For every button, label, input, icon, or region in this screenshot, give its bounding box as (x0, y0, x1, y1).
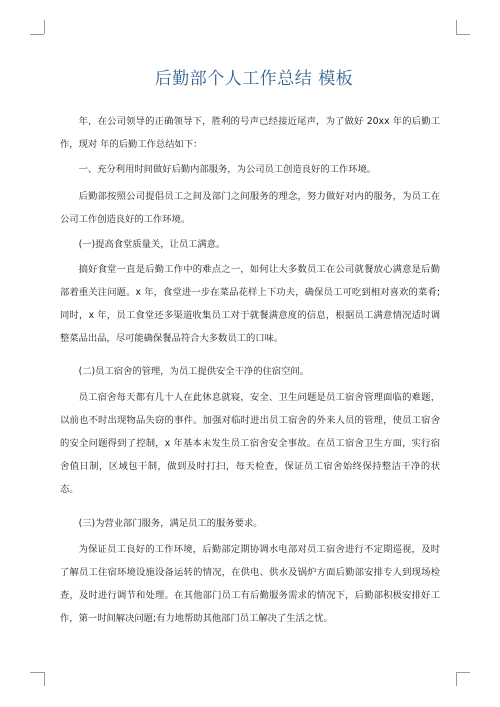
crop-mark-top-left-h (30, 34, 44, 35)
paragraph-intro: 年，在公司领导的正确领导下，胜利的号声已经接近尾声，为了做好 20xx 年的后勤工作，现对 年的后勤工作总结如下： (60, 116, 440, 150)
paragraph-service: 为保证员工良好的工作环境，后勤部定期协调水电部对员工宿舍进行不定期巡视，及时了解员工住宿环境设施设备运转的情况，在供电、供水及锅炉方面后勤部安排专人到现场检查，及时进行调节和处理。在其他部门员工有后勤服务需求的情况下，后勤部积极安排好工作，第一时间解决问题;有力地帮助其他部门员工解决了生活之忧。 (60, 544, 440, 624)
subheading-3: (三)为营业部门服务，满足员工的服务要求。 (78, 518, 263, 529)
subheading-2: (二)员工宿舍的管理，为员工提供安全干净的住宿空间。 (78, 366, 309, 377)
crop-mark-top-left-v (44, 20, 45, 34)
paragraph-dormitory: 员工宿舍每天都有几十人在此休息就寝，安全、卫生问题是员工宿舍管理面临的难题，以前也不时出现物品失窃的事件。加强对临时进出员工宿舍的外来人员的管理，使员工宿舍的安全问题得到了控制，x 年基本未发生员工宿舍安全事故。在员工宿舍卫生方面，实行宿舍值日制，区域包干制，做到及时打扫，每天检查，保证员工宿舍始终保持整洁干净的状态。 (60, 392, 440, 495)
document-title: 后勤部个人工作总结 模板 (154, 69, 354, 89)
crop-mark-top-right-h (456, 34, 470, 35)
crop-mark-bottom-left-v (44, 672, 45, 686)
crop-mark-top-right-v (456, 20, 457, 34)
paragraph-section-1: 后勤部按照公司提倡员工之间及部门之间服务的理念，努力做好对内的服务，为员工在公司工作创造良好的工作环境。 (60, 191, 440, 225)
crop-mark-bottom-right-v (456, 672, 457, 686)
crop-mark-bottom-left-h (30, 672, 44, 673)
paragraph-canteen: 搞好食堂一直是后勤工作中的难点之一，如何让大多数员工在公司就餐放心满意是后勤部着重关注问题。x 年，食堂进一步在菜品花样上下功夫，确保员工可吃到相对喜欢的菜肴;同时，x 年，员工食堂还多渠道收集员工对于就餐满意度的信息，根据员工满意情况适时调整菜品出品，尽可能确保餐品符合大多数员工的口味。 (60, 264, 440, 344)
subheading-1: (一)提高食堂质量关，让员工满意。 (78, 239, 226, 250)
section-heading-1: 一、充分利用时间做好后勤内部服务，为公司员工创造良好的工作环境。 (78, 164, 377, 175)
crop-mark-bottom-right-h (456, 672, 470, 673)
